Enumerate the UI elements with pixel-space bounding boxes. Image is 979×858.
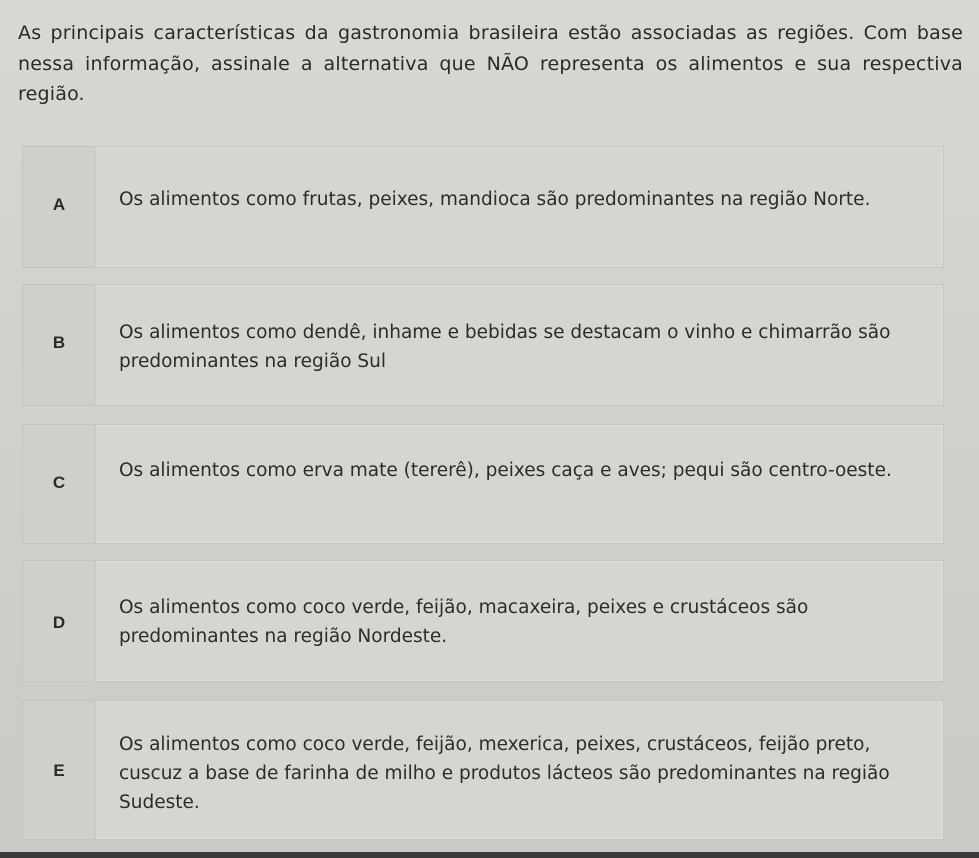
option-a[interactable]	[22, 146, 944, 268]
option-c[interactable]	[22, 424, 944, 544]
option-d[interactable]	[22, 560, 944, 682]
option-letter-c: C	[52, 473, 66, 492]
option-b[interactable]	[22, 284, 944, 406]
option-text-d: Os alimentos como coco verde, feijão, macaxeira, peixes e crustáceos são predominantes na região Nordeste.	[119, 597, 809, 647]
option-text-b: Os alimentos como dendê, inhame e bebidas se destacam o vinho e chimarrão são predominantes na região Sul	[119, 322, 891, 372]
option-letter-a: A	[52, 195, 66, 214]
option-letter-box	[23, 425, 96, 543]
option-letter-e: E	[53, 761, 65, 780]
option-e[interactable]	[22, 700, 944, 840]
option-letter-box	[23, 285, 96, 405]
option-letter-box	[23, 561, 96, 681]
option-letter-d: D	[52, 613, 66, 632]
option-text-e: Os alimentos como coco verde, feijão, mexerica, peixes, crustáceos, feijão preto, cuscuz a base de farinha de milho e produtos lácteos são predominantes na região Sudeste.	[119, 734, 890, 813]
option-text-c: Os alimentos como erva mate (tererê), peixes caça e aves; pequi são centro-oeste.	[119, 460, 892, 481]
option-letter-box	[23, 701, 96, 839]
option-letter-box	[23, 147, 96, 267]
option-text-a: Os alimentos como frutas, peixes, mandioca são predominantes na região Norte.	[119, 189, 871, 210]
option-letter-b: B	[52, 333, 66, 352]
question-text: As principais características da gastronomia brasileira estão associadas as regiões. Com base nessa informação, assinale a alternativa que NÃO representa os alimentos e sua respectiva região.	[18, 22, 963, 105]
bottom-edge	[0, 852, 979, 858]
